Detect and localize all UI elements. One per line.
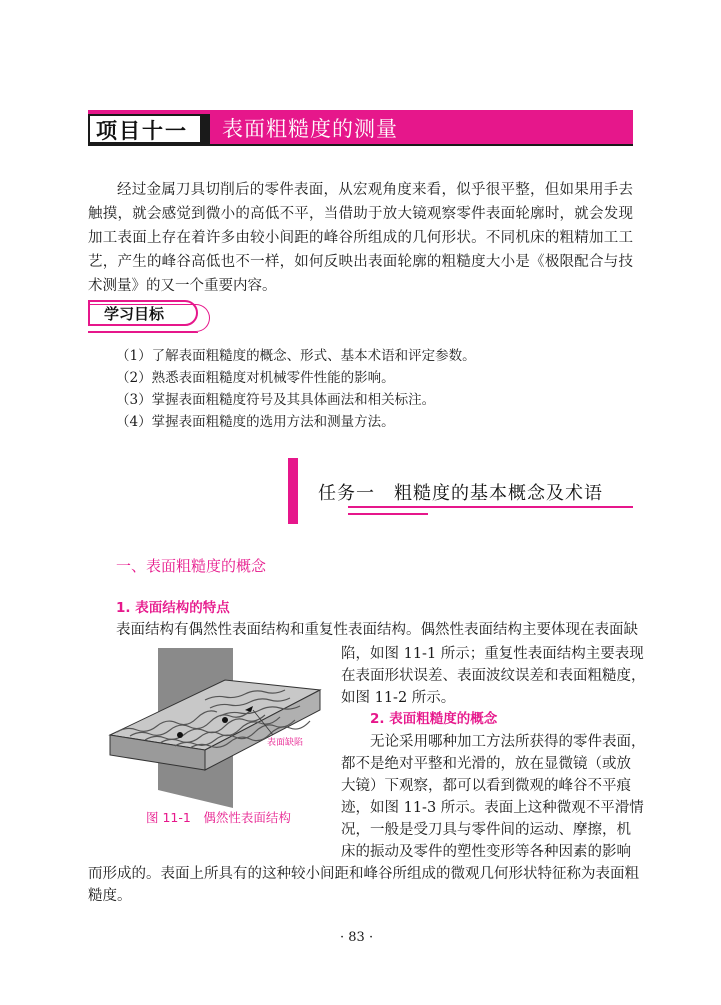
section-title: 一、表面粗糙度的概念 bbox=[116, 557, 267, 575]
goal-item-4: （4）掌握表面粗糙度的选用方法和测量方法。 bbox=[116, 414, 395, 430]
body-line-9: 况，一般是受刀具与零件间的运动、摩擦，机 bbox=[341, 822, 631, 838]
body-line-11: 而形成的。表面上所具有的这种较小间距和峰谷所组成的微观几何形状特征称为表面粗 bbox=[88, 866, 639, 882]
figure-surface-structure bbox=[105, 640, 325, 815]
task-underline-short bbox=[348, 513, 428, 515]
banner-underline bbox=[88, 144, 633, 146]
fig-annotation: 表面缺陷 bbox=[267, 738, 304, 748]
body-line-1: 表面结构有偶然性表面结构和重复性表面结构。偶然性表面结构主要体现在表面缺 bbox=[116, 622, 638, 638]
task-banner bbox=[288, 458, 633, 524]
goal-item-1: （1）了解表面粗糙度的概念、形式、基本术语和评定参数。 bbox=[116, 348, 476, 364]
body-line-5: 无论采用哪种加工方法所获得的零件表面， bbox=[370, 734, 646, 750]
body-line-10: 床的振动及零件的塑性变形等各种因素的影响 bbox=[341, 844, 631, 860]
body-line-4: 如图 11-2 所示。 bbox=[341, 690, 456, 706]
subsection-title-1: 1. 表面结构的特点 bbox=[116, 600, 230, 616]
project-banner bbox=[88, 110, 633, 146]
fig-defect-2 bbox=[222, 717, 228, 723]
goals-tab-underline bbox=[88, 332, 198, 333]
page-number: · 83 · bbox=[340, 930, 374, 945]
figure-caption: 图 11-1 偶然性表面结构 bbox=[146, 810, 291, 825]
goal-item-3: （3）掌握表面粗糙度符号及其具体画法和相关标注。 bbox=[116, 392, 436, 408]
goals-label: 学习目标 bbox=[104, 305, 165, 323]
body-line-12: 糙度。 bbox=[88, 888, 132, 904]
task-vertical-bar bbox=[288, 458, 298, 524]
project-title: 表面粗糙度的测量 bbox=[222, 117, 398, 141]
goals-tab bbox=[88, 300, 218, 336]
body-line-3: 在表面形状误差、表面波纹误差和表面粗糙度， bbox=[341, 668, 646, 684]
figure-illustration bbox=[105, 640, 325, 815]
task-underline bbox=[348, 506, 633, 508]
goal-item-2: （2）熟悉表面粗糙度对机械零件性能的影响。 bbox=[116, 370, 395, 386]
body-line-6: 都不是绝对平整和光滑的，放在显微镜（或放 bbox=[341, 756, 631, 772]
project-label: 项目十一 bbox=[96, 119, 188, 143]
banner-separator bbox=[200, 114, 210, 144]
subsection-title-2: 2. 表面粗糙度的概念 bbox=[370, 711, 498, 727]
intro-paragraph: 经过金属刀具切削后的零件表面，从宏观角度来看，似乎很平整，但如果用手去触摸，就会感觉到微小的高低不平，当借助于放大镜观察零件表面轮廓时，就会发现加工表面上存在着许多由较小间距的峰谷所组成的几何形状。不同机床的粗精加工工艺，产生的峰谷高低也不一样，如何反映出表面轮廓的粗糙度大小是《极限配合与技术测量》的又一个重要内容。 bbox=[88, 182, 633, 294]
body-line-7: 大镜）下观察，都可以看到微观的峰谷不平痕 bbox=[341, 778, 631, 794]
body-line-8: 迹，如图 11-3 所示。表面上这种微观不平滑情 bbox=[341, 800, 644, 816]
fig-defect-1 bbox=[177, 732, 183, 738]
body-line-2: 陷，如图 11-1 所示；重复性表面结构主要表现 bbox=[341, 646, 644, 662]
task-title: 任务一 粗糙度的基本概念及术语 bbox=[318, 483, 603, 504]
